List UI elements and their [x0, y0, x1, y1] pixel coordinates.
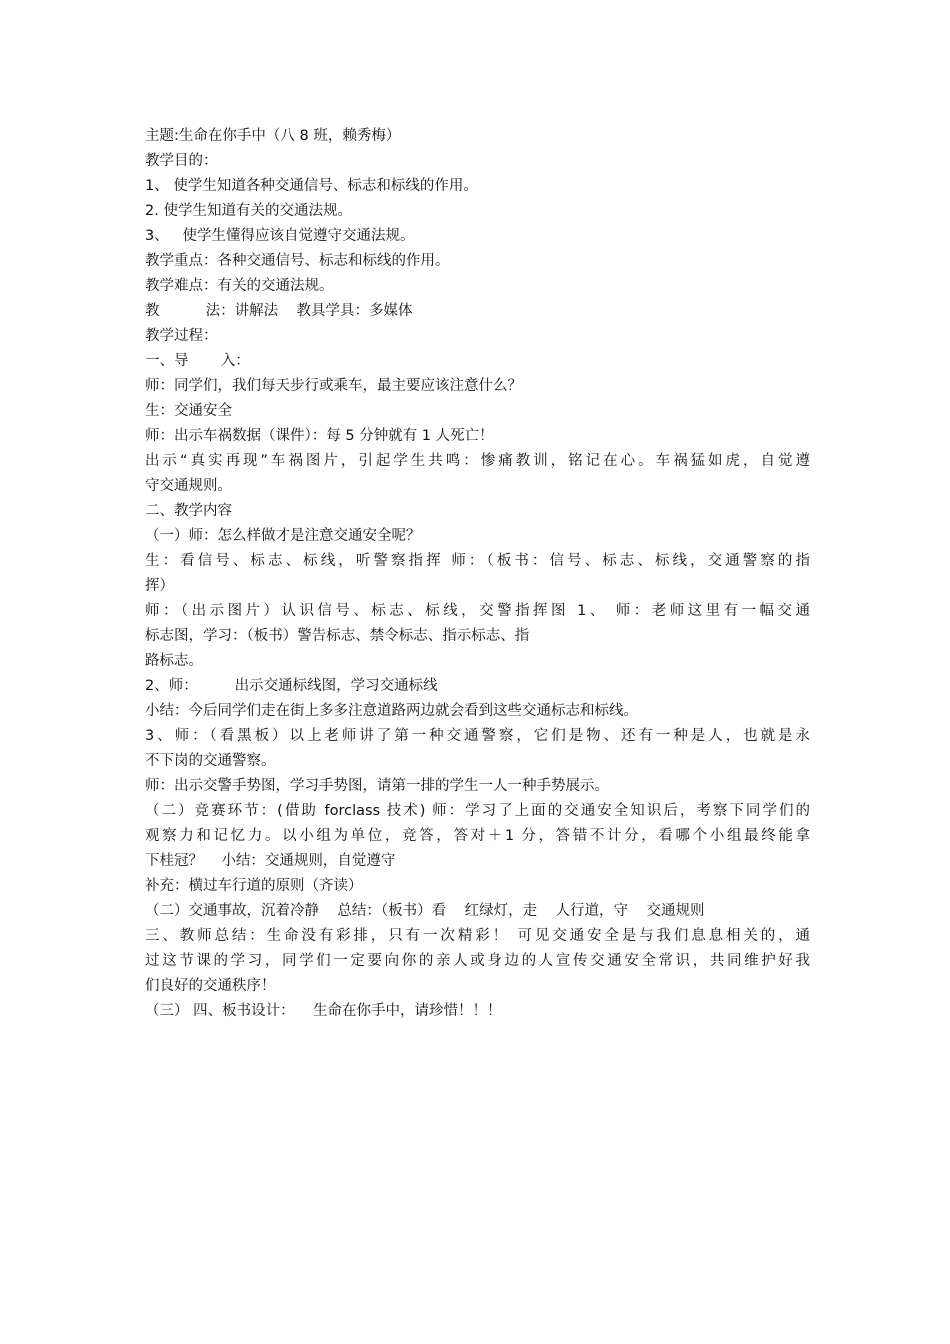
paragraph-line: 小结：今后同学们走在街上多多注意道路两边就会看到这些交通标志和标线。 — [145, 703, 638, 719]
paragraph-line: 2、师： 出示交通标线图，学习交通标线 — [145, 678, 438, 694]
paragraph-line: 师：同学们，我们每天步行或乘车，最主要应该注意什么？ — [145, 378, 522, 394]
paragraph-line: 们良好的交通秩序！ — [145, 978, 276, 994]
paragraph-line: 观察力和记忆力。以小组为单位，竞答，答对＋1 分，答错不计分，看哪个小组最终能拿 — [145, 828, 810, 844]
paragraph-line: 师：（出示图片）认识信号、标志、标线，交警指挥图 1、 师：老师这里有一幅交通 — [145, 603, 810, 619]
teaching-methods: 教 法：讲解法 教具学具：多媒体 — [145, 303, 413, 319]
goal-item-2: 2. 使学生知道有关的交通法规。 — [145, 203, 352, 219]
paragraph-line: 补充：横过车行道的原则（齐读） — [145, 878, 363, 894]
paragraph-line: 下桂冠？ 小结：交通规则，自觉遵守 — [145, 853, 396, 869]
goal-item-3: 3、 使学生懂得应该自觉遵守交通法规。 — [145, 228, 415, 244]
paragraph-line: 生：交通安全 — [145, 403, 232, 419]
paragraph-line: （一）师：怎么样做才是注意交通安全呢？ — [145, 528, 421, 544]
lesson-plan-text — [145, 124, 810, 1024]
paragraph-line: 3、师：（看黑板）以上老师讲了第一种交通警察，它们是物、还有一种是人，也就是永 — [145, 728, 810, 744]
paragraph-line: 路标志。 — [145, 653, 203, 669]
paragraph-line: 挥） — [145, 578, 174, 594]
board-design-line: （三） 四、板书设计： 生命在你手中，请珍惜！！！ — [145, 1003, 502, 1019]
paragraph-line: （二）交通事故，沉着冷静 总结：（板书）看 红绿灯，走 人行道，守 交通规则 — [145, 903, 705, 919]
paragraph-line: 师：出示车祸数据（课件）：每 5 分钟就有 1 人死亡！ — [145, 428, 494, 444]
paragraph-line: 标志图，学习：（板书）警告标志、禁令标志、指示标志、指 — [145, 628, 530, 644]
goal-item-1: 1、 使学生知道各种交通信号、标志和标线的作用。 — [145, 178, 478, 194]
paragraph-line: 生：看信号、标志、标线，听警察指挥 师：（板书：信号、标志、标线，交通警察的指 — [145, 553, 810, 569]
paragraph-line: 三、教师总结：生命没有彩排，只有一次精彩！ 可见交通安全是与我们息息相关的，通 — [145, 928, 810, 944]
teaching-difficulties: 教学难点：有关的交通法规。 — [145, 278, 334, 294]
topic-title: 主题:生命在你手中（八 8 班，赖秀梅） — [145, 128, 401, 144]
paragraph-line: 师：出示交警手势图，学习手势图，请第一排的学生一人一种手势展示。 — [145, 778, 609, 794]
section-teaching-content: 二、教学内容 — [145, 503, 232, 519]
paragraph-line: 守交通规则。 — [145, 478, 232, 494]
paragraph-line: （二）竞赛环节：(借助 forclass 技术) 师：学习了上面的交通安全知识后，考察下同学们的 — [145, 803, 810, 819]
section-introduction: 一、导 入： — [145, 353, 250, 369]
heading-teaching-goals: 教学目的： — [145, 153, 218, 169]
teaching-key-points: 教学重点：各种交通信号、标志和标线的作用。 — [145, 253, 450, 269]
paragraph-line: 出示“真实再现”车祸图片，引起学生共鸣：惨痛教训，铭记在心。车祸猛如虎，自觉遵 — [145, 453, 810, 469]
paragraph-line: 不下岗的交通警察。 — [145, 753, 276, 769]
heading-teaching-process: 教学过程： — [145, 328, 218, 344]
paragraph-line: 过这节课的学习，同学们一定要向你的亲人或身边的人宣传交通安全常识，共同维护好我 — [145, 953, 810, 969]
